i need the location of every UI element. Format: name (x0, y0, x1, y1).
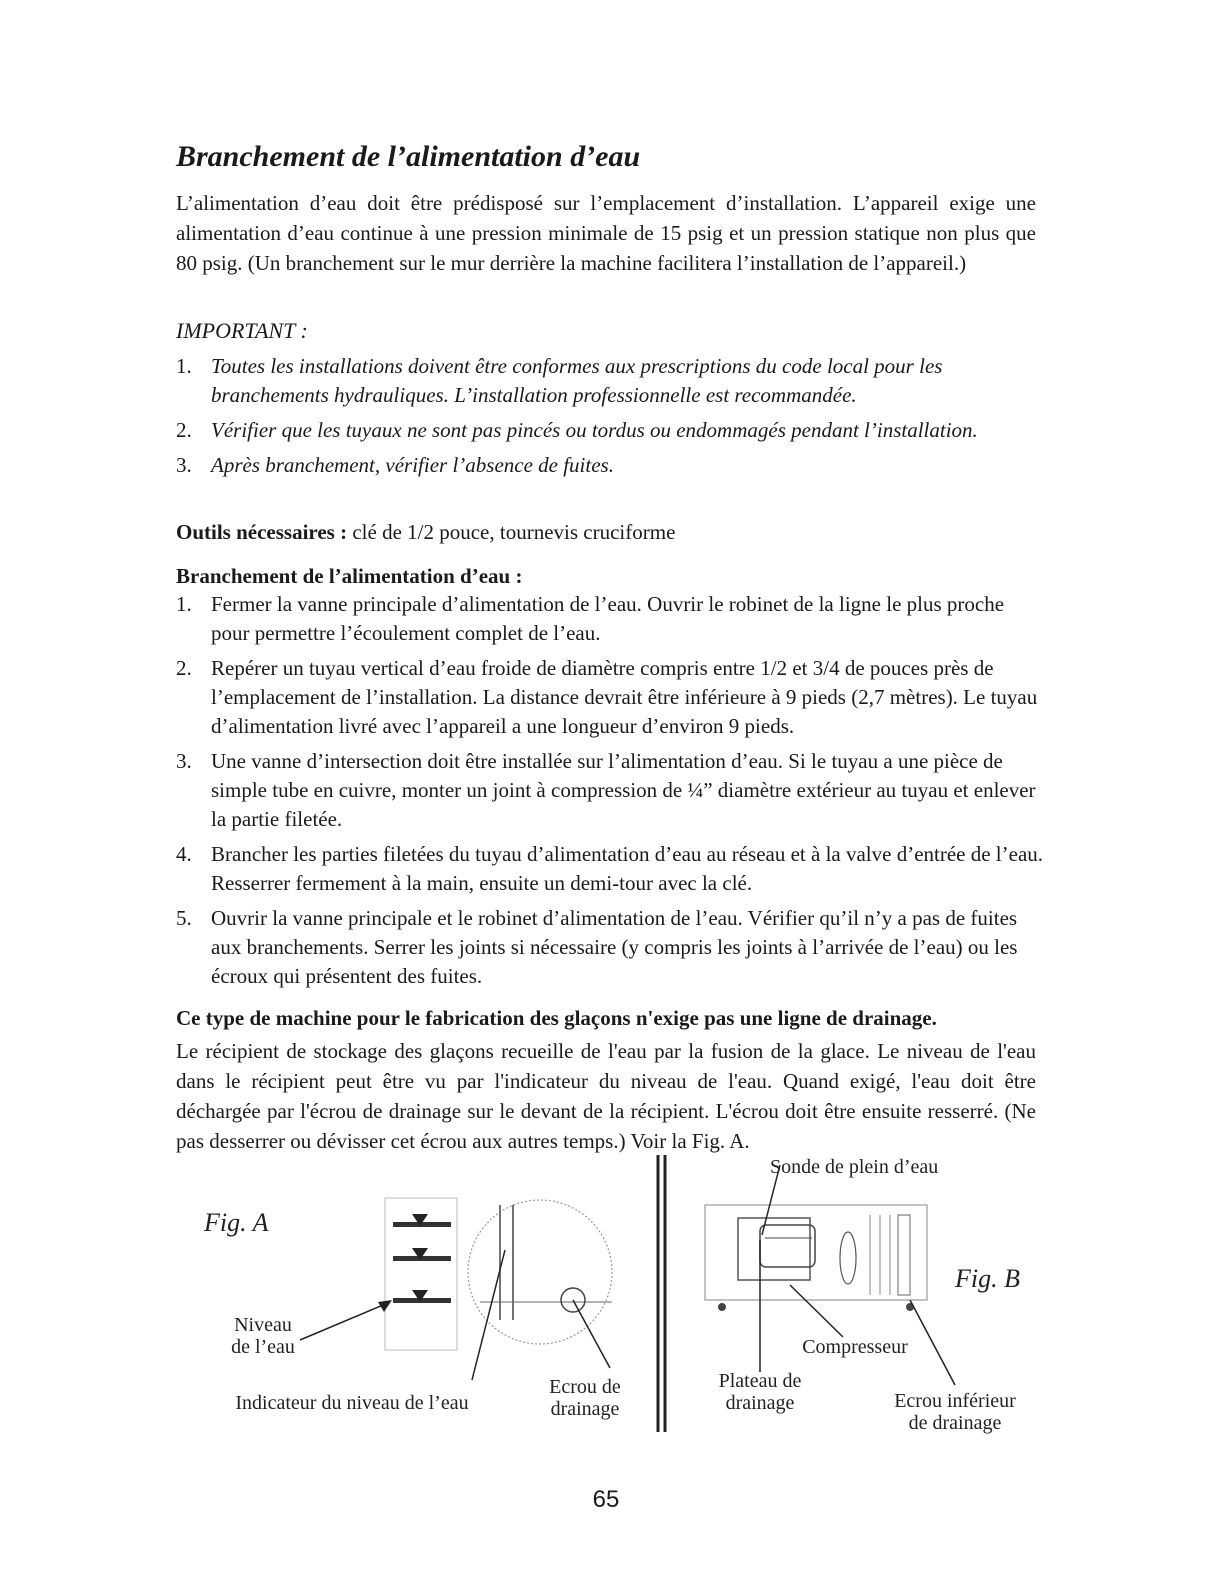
tools-label: Outils nécessaires : (176, 520, 348, 544)
list-item: 4. Brancher les parties filetées du tuyau d’alimentation d’eau au réseau et à la valve d’entrée de l’eau. Resserrer fermement à la main, ensuite un demi-tour avec la clé. (176, 842, 1044, 895)
important-heading: IMPORTANT : (176, 318, 308, 343)
level-marker (393, 1214, 451, 1227)
list-item: 3. Une vanne d’intersection doit être installée sur l’alimentation d’eau. Si le tuyau a une pièce de simple tube en cuivre, monter un joint à compression de ¼” diamètre extérieur au tuyau et enlever la partie filetée. (176, 749, 1036, 831)
list-item: 1. Toutes les installations doivent être conformes aux prescriptions du code local pour les branchements hydrauliques. L’installation professionnelle est recommandée. (176, 354, 943, 407)
list-item: 2. Vérifier que les tuyaux ne sont pas pincés ou tordus ou endommagés pendant l’installation. (176, 418, 978, 442)
ecrou-inferieur-label: Ecrou inférieur de drainage (894, 1390, 1016, 1434)
fig-a-label: Fig. A (204, 1208, 269, 1237)
list-item: 3. Après branchement, vérifier l’absence de fuites. (176, 453, 614, 477)
magnified-view-circle (468, 1200, 612, 1344)
list-item: 2. Repérer un tuyau vertical d’eau froide de diamètre compris entre 1/2 et 3/4 de pouces près de l’emplacement de l’installation. La distance devrait être inférieure à 9 pieds (2,7 mètres). Le tuyau d’alimentation livré avec l’appareil a une longueur d’environ 9 pieds. (176, 656, 1038, 738)
list-item: 5. Ouvrir la vanne principale et le robinet d’alimentation de l’eau. Vérifier qu’il n’y a pas de fuites aux branchements. Serrer les joints si nécessaire (y compris les joints à l’arrivée de l’eau) ou les écroux qui présentent des fuites. (176, 906, 1018, 988)
connection-heading: Branchement de l’alimentation d’eau : (176, 564, 523, 588)
tools-text: clé de 1/2 pouce, tournevis cruciforme (347, 520, 676, 544)
ecrou-pointer-line (573, 1300, 610, 1368)
ecrou-drainage-label: Ecrou de drainage (549, 1376, 621, 1420)
plateau-label: Plateau de drainage (718, 1370, 802, 1414)
intro-paragraph: L’alimentation d’eau doit être prédisposé sur l’emplacement d’installation. L’appareil exige une alimentation d’eau continue à une pression minimale de 15 psig et un pression statique non plus que 80 psig. (Un branchement sur le mur derrière la machine facilitera l’installation de l’appareil.) (176, 191, 1036, 275)
fig-b-label: Fig. B (955, 1264, 1020, 1293)
compresseur-label: Compresseur (802, 1336, 908, 1358)
level-marker (393, 1290, 451, 1303)
page-title: Branchement de l’alimentation d’eau (176, 140, 641, 173)
page-number: 65 (592, 1486, 620, 1513)
drainage-heading: Ce type de machine pour le fabrication des glaçons n'exige pas une ligne de drainage. (176, 1006, 937, 1030)
compresseur-pointer-line (790, 1285, 843, 1337)
sonde-label: Sonde de plein d’eau (770, 1156, 939, 1178)
niveau-label: Niveau de l’eau (231, 1314, 295, 1358)
drainage-paragraph: Le récipient de stockage des glaçons recueille de l'eau par la fusion de la glace. Le niveau de l'eau dans le récipient peut être vu par l'indicateur du niveau de l'eau. Quand exigé, l'eau doit être déchargée par l'écrou de drainage sur le devant de la récipient. L'écrou doit être ensuite resserré. (Ne pas desserrer ou dévisser cet écrou aux autres temps.) Voir la Fig. A. (176, 1039, 1036, 1153)
ice-machine-diagram (705, 1205, 927, 1311)
list-item: 1. Fermer la vanne principale d’alimentation de l’eau. Ouvrir le robinet de la ligne le plus proche pour permettre l’écoulement complet de l’eau. (176, 592, 1005, 645)
level-marker (393, 1248, 451, 1261)
indicateur-label: Indicateur du niveau de l’eau (235, 1392, 469, 1414)
niveau-pointer-line (300, 1302, 390, 1340)
